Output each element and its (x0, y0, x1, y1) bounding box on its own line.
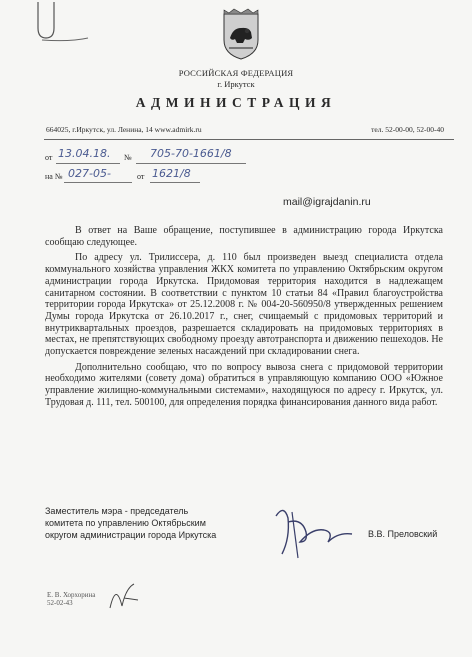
reg-number-line (136, 163, 246, 164)
header-divider (44, 139, 454, 140)
executor-info (47, 591, 95, 607)
coat-of-arms-icon (221, 8, 261, 60)
signatory-name: В.В. Преловский (368, 529, 438, 539)
reg-number: 705-70-1661/8 (150, 147, 232, 160)
organization-title: АДМИНИСТРАЦИЯ (135, 95, 337, 110)
body-paragraph-1: В ответ на Ваше обращение, поступившее в администрацию города Иркутска сообщаю следующее. (45, 225, 443, 248)
executor-phone: 52-02-43 (47, 599, 73, 607)
handwritten-signature (262, 498, 362, 568)
signatory-line-2: комитета по управлению Октябрьским (45, 518, 206, 528)
ref-number-line (64, 182, 132, 183)
city-name: г. Иркутск (217, 79, 255, 89)
signatory-line-3: округом администрации города Иркутска (45, 530, 217, 540)
reg-no-label: № (124, 153, 132, 162)
body-paragraph-2: По адресу ул. Трилиссера, д. 110 был произведен выезд специалиста отдела коммунального хозяйства управления ЖКХ комитета по управлению Октябрьским округом администрации города Иркутска. Придомовая территория находится в надлежащем санитарном состоянии. В соответствии с пунктом 10 статьи 84 «Правил благоустройства территории города Иркутска» от 25.12.2008 г. № 004-20-560950/8 утвержденных решением Думы города Иркутска от 26.10.2017 г., снег, счищаемый с придомовых территорий и внутриквартальных проездов, разрешается складировать на придомовых территориях в местах, не препятствующих свободному проезду автотранспорта и движению пешеходов. Не допускается повреждение зеленых насаждений при складировании снега. (45, 252, 443, 358)
reg-date: 13.04.18. (58, 147, 111, 160)
signatory-line-1: Заместитель мэра - председатель (45, 506, 189, 516)
letter-body (45, 225, 443, 413)
body-paragraph-3: Дополнительно сообщаю, что по вопросу вывоза снега с придомовой территории необходимо жителями (совету дома) обратиться в управляющую компанию ООО «Южное управление жилищно-коммунальными системами», находящуюся по адресу г. Иркутск, ул. Трудовая д. 111, тел. 500100, для определения порядка финансирования данного вида работ. (45, 361, 443, 408)
executor-initials (104, 578, 144, 614)
ref-no-label: на № (45, 172, 63, 181)
reg-from-label: от (45, 153, 53, 162)
ref-number: 027-05- (68, 167, 111, 180)
ref-date-line (150, 182, 200, 183)
signatory-position (45, 505, 216, 541)
organization-address: 664025, г.Иркутск, ул. Ленина, 14 www.admirk.ru (46, 125, 202, 134)
pen-mark (0, 0, 90, 60)
ref-from-label: от (137, 172, 145, 181)
organization-phone: тел. 52-00-00, 52-00-40 (371, 125, 444, 134)
country-name: РОССИЙСКАЯ ФЕДЕРАЦИЯ (178, 68, 294, 78)
ref-date: 1621/8 (152, 167, 191, 180)
executor-name: Е. В. Хорхорина (47, 591, 96, 599)
reg-date-line (56, 163, 120, 164)
recipient-email: mail@igrajdanin.ru (283, 196, 371, 208)
